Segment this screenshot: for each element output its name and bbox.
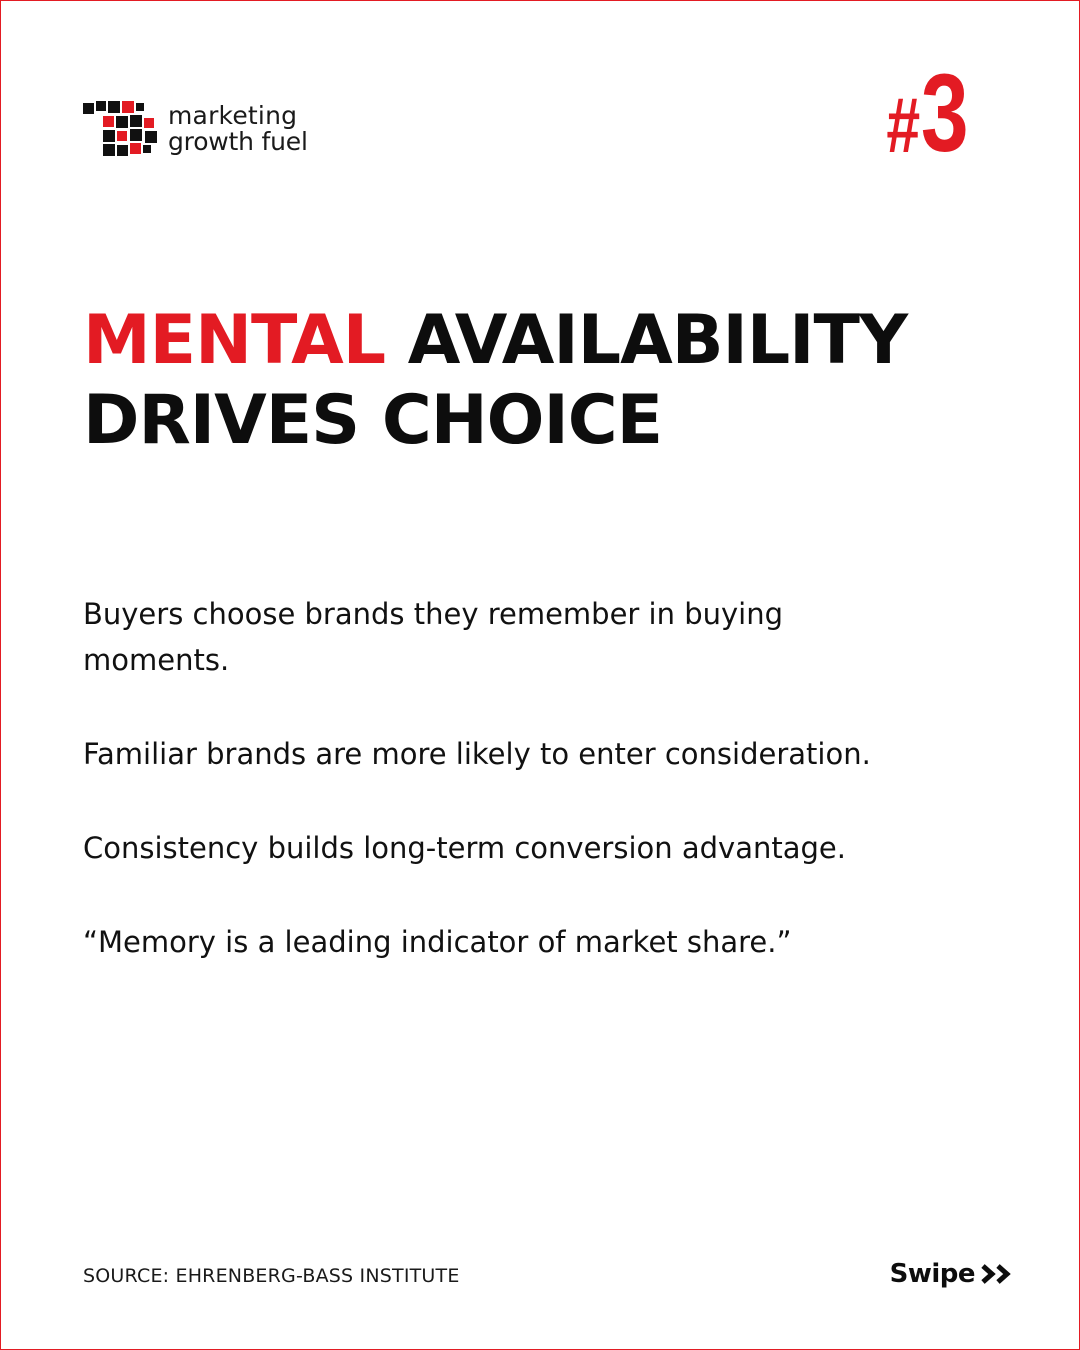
body-paragraph-1: Buyers choose brands they remember in buying moments. xyxy=(83,597,784,677)
headline xyxy=(83,301,1003,461)
brand-name xyxy=(168,103,308,155)
headline-line2: DRIVES CHOICE xyxy=(83,381,663,460)
body-copy xyxy=(83,591,983,1013)
double-chevron-right-icon xyxy=(981,1264,1015,1284)
slide-number xyxy=(885,52,969,175)
body-paragraph-3: Consistency builds long-term conversion advantage. xyxy=(83,831,846,865)
swipe-button[interactable] xyxy=(890,1259,1015,1289)
swipe-label: Swipe xyxy=(889,1259,975,1289)
slide-number-hash: # xyxy=(885,81,920,169)
brand-name-line1: marketing xyxy=(168,101,298,130)
brand-name-line2: growth fuel xyxy=(168,127,308,156)
body-paragraph-2: Familiar brands are more likely to enter consideration. xyxy=(83,737,871,771)
headline-rest-line1: AVAILABILITY xyxy=(407,301,908,380)
body-quote: “Memory is a leading indicator of market share.” xyxy=(83,925,792,959)
source-citation: SOURCE: EHRENBERG-BASS INSTITUTE xyxy=(83,1265,460,1287)
headline-accent: MENTAL xyxy=(83,301,386,380)
brand-logo xyxy=(83,101,308,157)
pixel-play-logo-icon xyxy=(83,101,159,157)
slide-number-digit: 3 xyxy=(921,52,969,175)
